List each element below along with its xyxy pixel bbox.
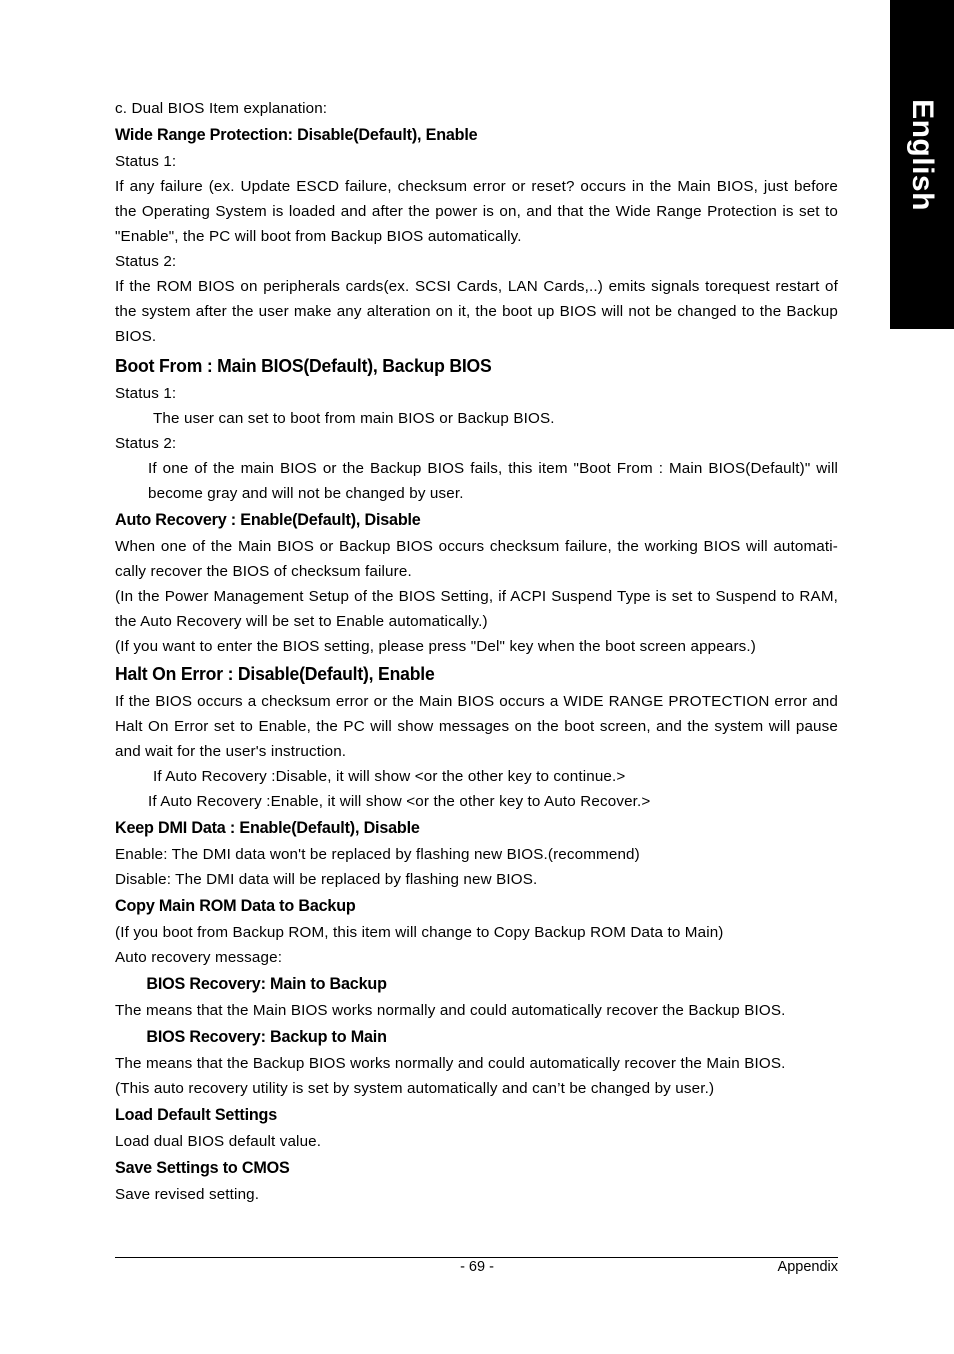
intro-line: c. Dual BIOS Item explanation:	[115, 100, 328, 117]
wide-range-status2-label: Status 2:	[115, 253, 177, 270]
auto-recovery-text1: When one of the Main BIOS or Backup BIOS occurs checksum failure, the working BIOS will automati-cally recover the BIOS of checksum failure.	[115, 538, 838, 580]
save-cmos-text: Save revised setting.	[115, 1186, 260, 1203]
wide-range-status1-label: Status 1:	[115, 153, 177, 170]
wide-range-heading: Wide Range Protection: Disable(Default), Enable	[115, 125, 478, 144]
boot-from-status1-label: Status 1:	[115, 385, 177, 402]
boot-from-heading: Boot From : Main BIOS(Default), Backup BIOS	[115, 355, 492, 376]
boot-from-status2-label: Status 2:	[115, 435, 177, 452]
language-tab	[890, 0, 954, 329]
recovery-backup-to-main-heading: BIOS Recovery: Backup to Main	[146, 1027, 387, 1046]
copy-main-text: (If you boot from Backup ROM, this item will change to Copy Backup ROM Data to Main)	[115, 924, 724, 941]
page-content	[115, 96, 838, 1207]
halt-on-error-text: If the BIOS occurs a checksum error or the Main BIOS occurs a WIDE RANGE PROTECTION error and Halt On Error set to Enable, the PC will show messages on the boot screen, and the system will pause and wait for the user's instruction.	[115, 693, 838, 760]
keep-dmi-enable-text: Enable: The DMI data won't be replaced by flashing new BIOS.(recommend)	[115, 846, 640, 863]
halt-on-error-line2: If Auto Recovery :Enable, it will show <or the other key to Auto Recover.>	[148, 793, 651, 810]
recovery-main-to-backup-text: The means that the Main BIOS works normally and could automatically recover the Backup BIOS.	[115, 1002, 786, 1019]
halt-on-error-heading: Halt On Error : Disable(Default), Enable	[115, 663, 435, 684]
copy-main-heading: Copy Main ROM Data to Backup	[115, 896, 356, 915]
load-default-text: Load dual BIOS default value.	[115, 1133, 322, 1150]
boot-from-status1-text: The user can set to boot from main BIOS or Backup BIOS.	[153, 410, 555, 427]
auto-recovery-text3: (If you want to enter the BIOS setting, please press "Del" key when the boot screen appears.)	[115, 638, 757, 655]
recovery-main-to-backup-heading: BIOS Recovery: Main to Backup	[146, 974, 387, 993]
copy-main-auto-msg: Auto recovery message:	[115, 949, 283, 966]
language-tab-label: English	[906, 99, 939, 211]
keep-dmi-disable-text: Disable: The DMI data will be replaced by flashing new BIOS.	[115, 871, 538, 888]
wide-range-status1-text: If any failure (ex. Update ESCD failure, checksum error or reset? occurs in the Main BIOS, just before the Operating System is loaded and after the power is on, and that the Wide Range Protection is set to "Enable", the PC will boot from Backup BIOS automatically.	[115, 178, 838, 245]
recovery-note: (This auto recovery utility is set by system automatically and can’t be changed by user.)	[115, 1080, 715, 1097]
wide-range-status2-text: If the ROM BIOS on peripherals cards(ex. SCSI Cards, LAN Cards,..) emits signals torequest restart of the system after the user make any alteration on it, the boot up BIOS will not be changed to the Backup BIOS.	[115, 278, 838, 345]
load-default-heading: Load Default Settings	[115, 1105, 278, 1124]
auto-recovery-heading: Auto Recovery : Enable(Default), Disable	[115, 510, 421, 529]
keep-dmi-heading: Keep DMI Data : Enable(Default), Disable	[115, 818, 420, 837]
save-cmos-heading: Save Settings to CMOS	[115, 1158, 290, 1177]
halt-on-error-line1: If Auto Recovery :Disable, it will show <or the other key to continue.>	[153, 768, 626, 785]
page-number: - 69 -	[460, 1259, 494, 1275]
auto-recovery-text2: (In the Power Management Setup of the BIOS Setting, if ACPI Suspend Type is set to Suspend to RAM, the Auto Recovery will be set to Enable automatically.)	[115, 588, 838, 630]
boot-from-status2-text: If one of the main BIOS or the Backup BIOS fails, this item "Boot From : Main BIOS(Default)" will become gray and will not be changed by user.	[148, 460, 838, 502]
recovery-backup-to-main-text: The means that the Backup BIOS works normally and could automatically recover the Main BIOS.	[115, 1055, 786, 1072]
footer-section: Appendix	[777, 1259, 838, 1275]
